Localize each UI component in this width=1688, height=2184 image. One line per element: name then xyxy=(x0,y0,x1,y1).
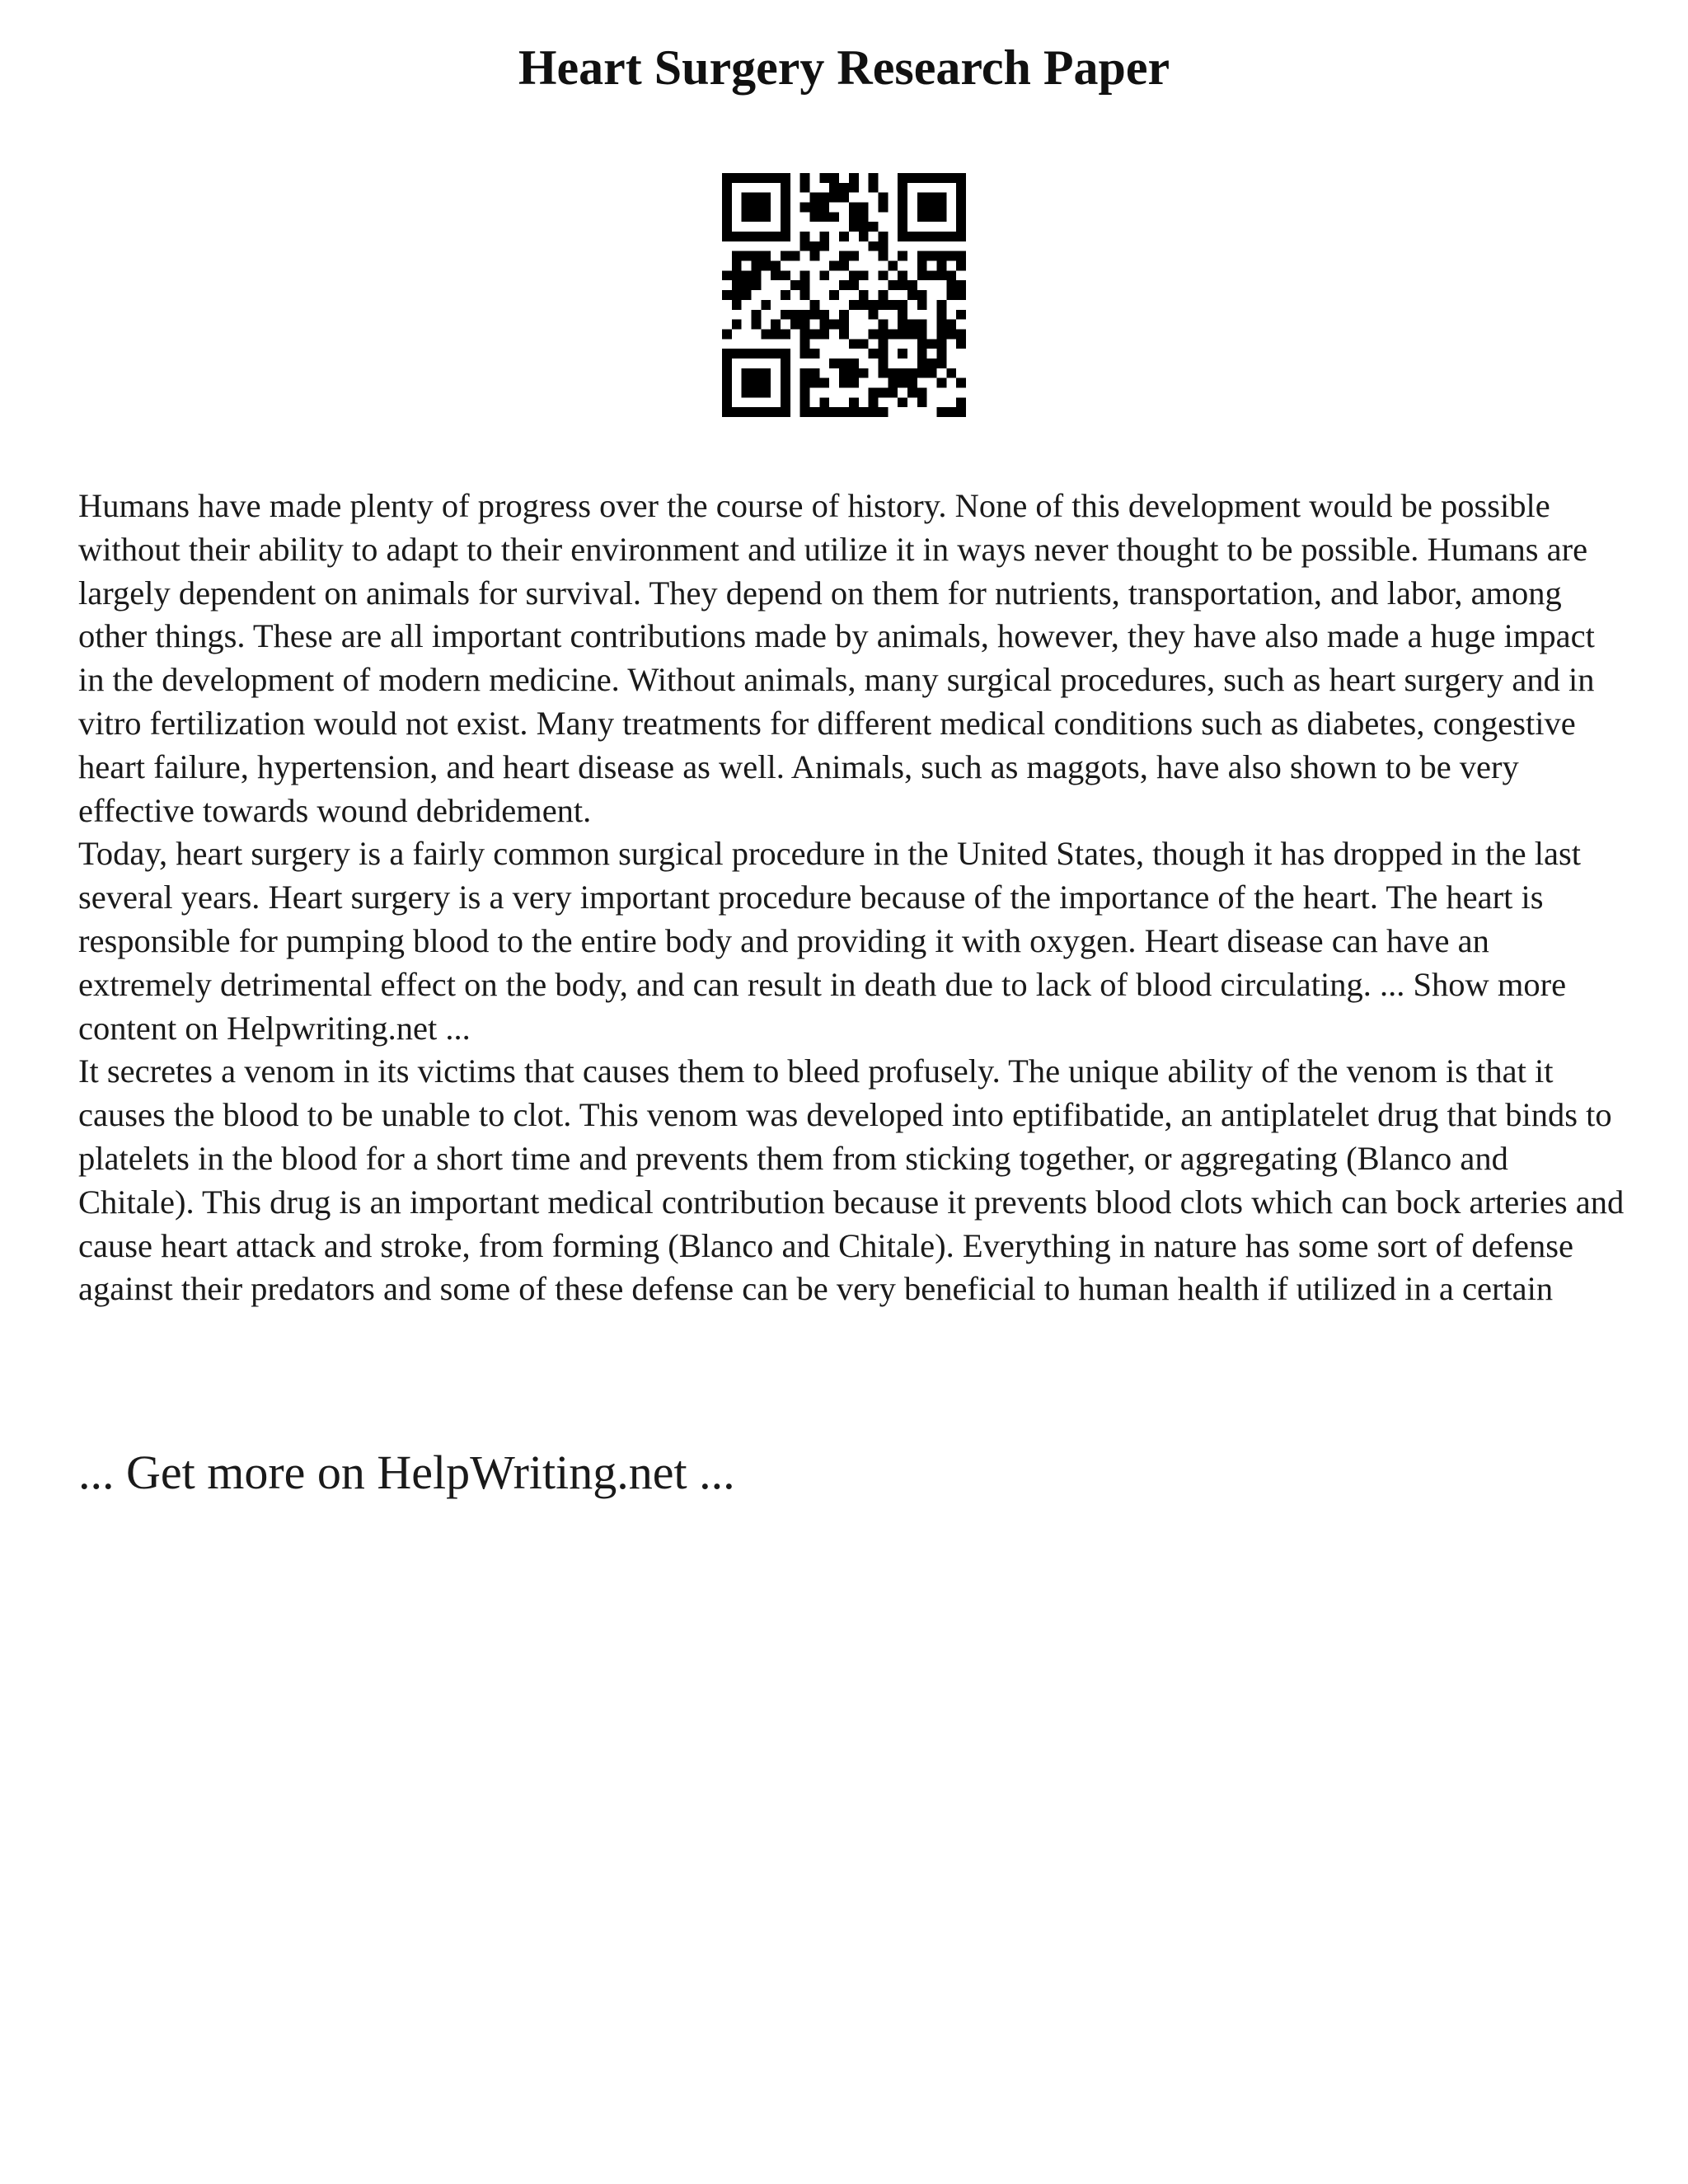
page-title: Heart Surgery Research Paper xyxy=(518,40,1170,95)
paragraph: It secretes a venom in its victims that causes them to bleed profusely. The unique ability of the venom is that it causes the blood to be unable to clot. This venom was developed into eptifibatide, an antiplatelet drug that binds to platelets in the blood for a short time and prevents them from sticking together, or aggregating (Blanco and Chitale). This drug is an important medical contribution because it prevents blood clots which can bock arteries and cause heart attack and stroke, from forming (Blanco and Chitale). Everything in nature has some sort of defense against their predators and some of these defense can be very beneficial to human health if utilized in a certain xyxy=(78,1052,1625,1308)
article-body xyxy=(78,485,1628,1311)
get-more-link[interactable]: ... Get more on HelpWriting.net ... xyxy=(78,1446,735,1499)
paragraph: Humans have made plenty of progress over the course of history. None of this development would be possible without their ability to adapt to their environment and utilize it in ways never thought to be possible. Humans are largely dependent on animals for survival. They depend on them for nutrients, transportation, and labor, among other things. These are all important contributions made by animals, however, they have also made a huge impact in the development of modern medicine. Without animals, many surgical procedures, such as heart surgery and in vitro fertilization would not exist. Many treatments for different medical conditions such as diabetes, congestive heart failure, hypertension, and heart disease as well. Animals, such as maggots, have also shown to be very effective towards wound debridement. xyxy=(78,487,1595,829)
paragraph: Today, heart surgery is a fairly common surgical procedure in the United States, though it has dropped in the last several years. Heart surgery is a very important procedure because of the importance of the heart. The heart is responsible for pumping blood to the entire body and providing it with oxygen. Heart disease can have an extremely detrimental effect on the body, and can result in death due to lack of blood circulating. ... Show more content on Helpwriting.net ... xyxy=(78,835,1581,1047)
qr-code-icon[interactable] xyxy=(722,173,966,417)
